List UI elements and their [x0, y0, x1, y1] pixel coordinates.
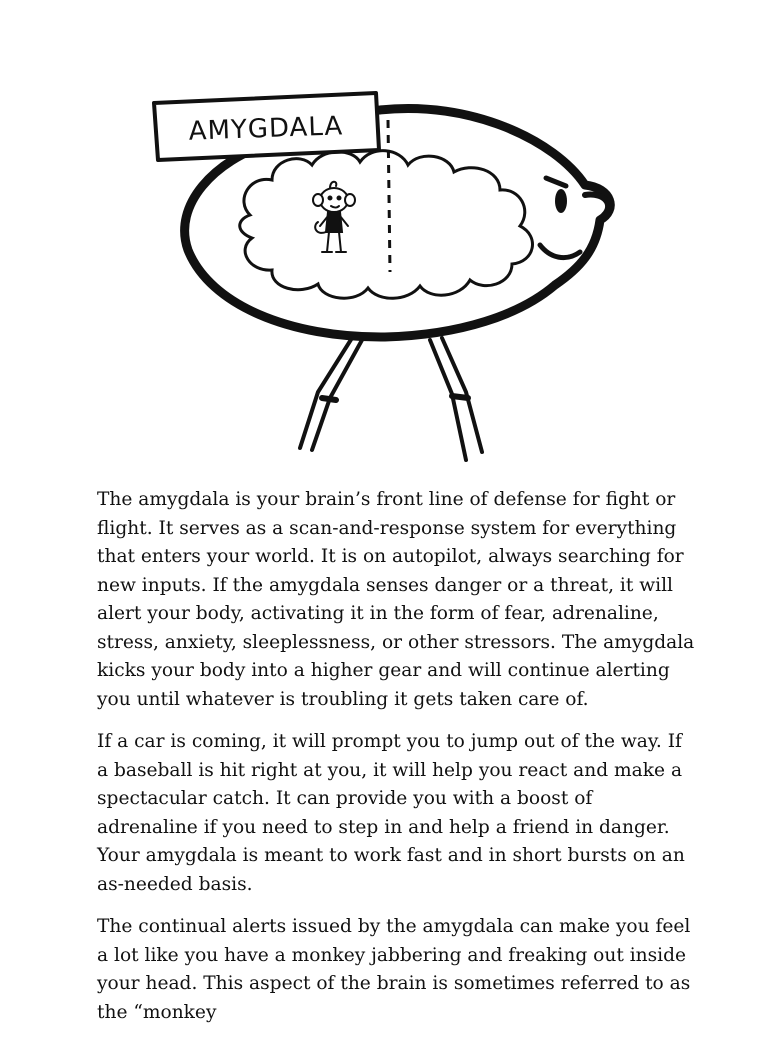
- amygdala-label-sign: [154, 93, 379, 160]
- amygdala-label: AMYGDALA: [188, 111, 344, 147]
- paragraph-3: The continual alerts issued by the amygdala can make you feel a lot like you have a monkey jabbering and freaking out inside your head. This aspect of the brain is sometimes referred to as the “monkey: [97, 916, 691, 1023]
- paragraph-2: If a car is coming, it will prompt you to jump out of the way. If a baseball is hit right at you, it will help you react and make a spectacular catch. It can provide you with a boost of adrenaline if you need to step in and help a friend in danger. Your amygdala is meant to work fast and in short bursts on an as-needed basis.: [97, 731, 685, 895]
- brain-character-illustration: [0, 0, 772, 480]
- paragraph-1: The amygdala is your brain’s front line of defense for fight or flight. It serves as a scan-and-response system for everything that enters your world. It is on autopilot, always searching for new inputs. If the amygdala senses danger or a threat, it will alert your body, activating it in the form of fear, adrenaline, stress, anxiety, sleeplessness, or other stressors. The amygdala kicks your body into a higher gear and will continue alerting you until whatever is troubling it gets taken care of.: [97, 489, 695, 710]
- brain-legs: [300, 338, 482, 460]
- body-text: [97, 486, 697, 1041]
- eye-icon: [555, 189, 567, 213]
